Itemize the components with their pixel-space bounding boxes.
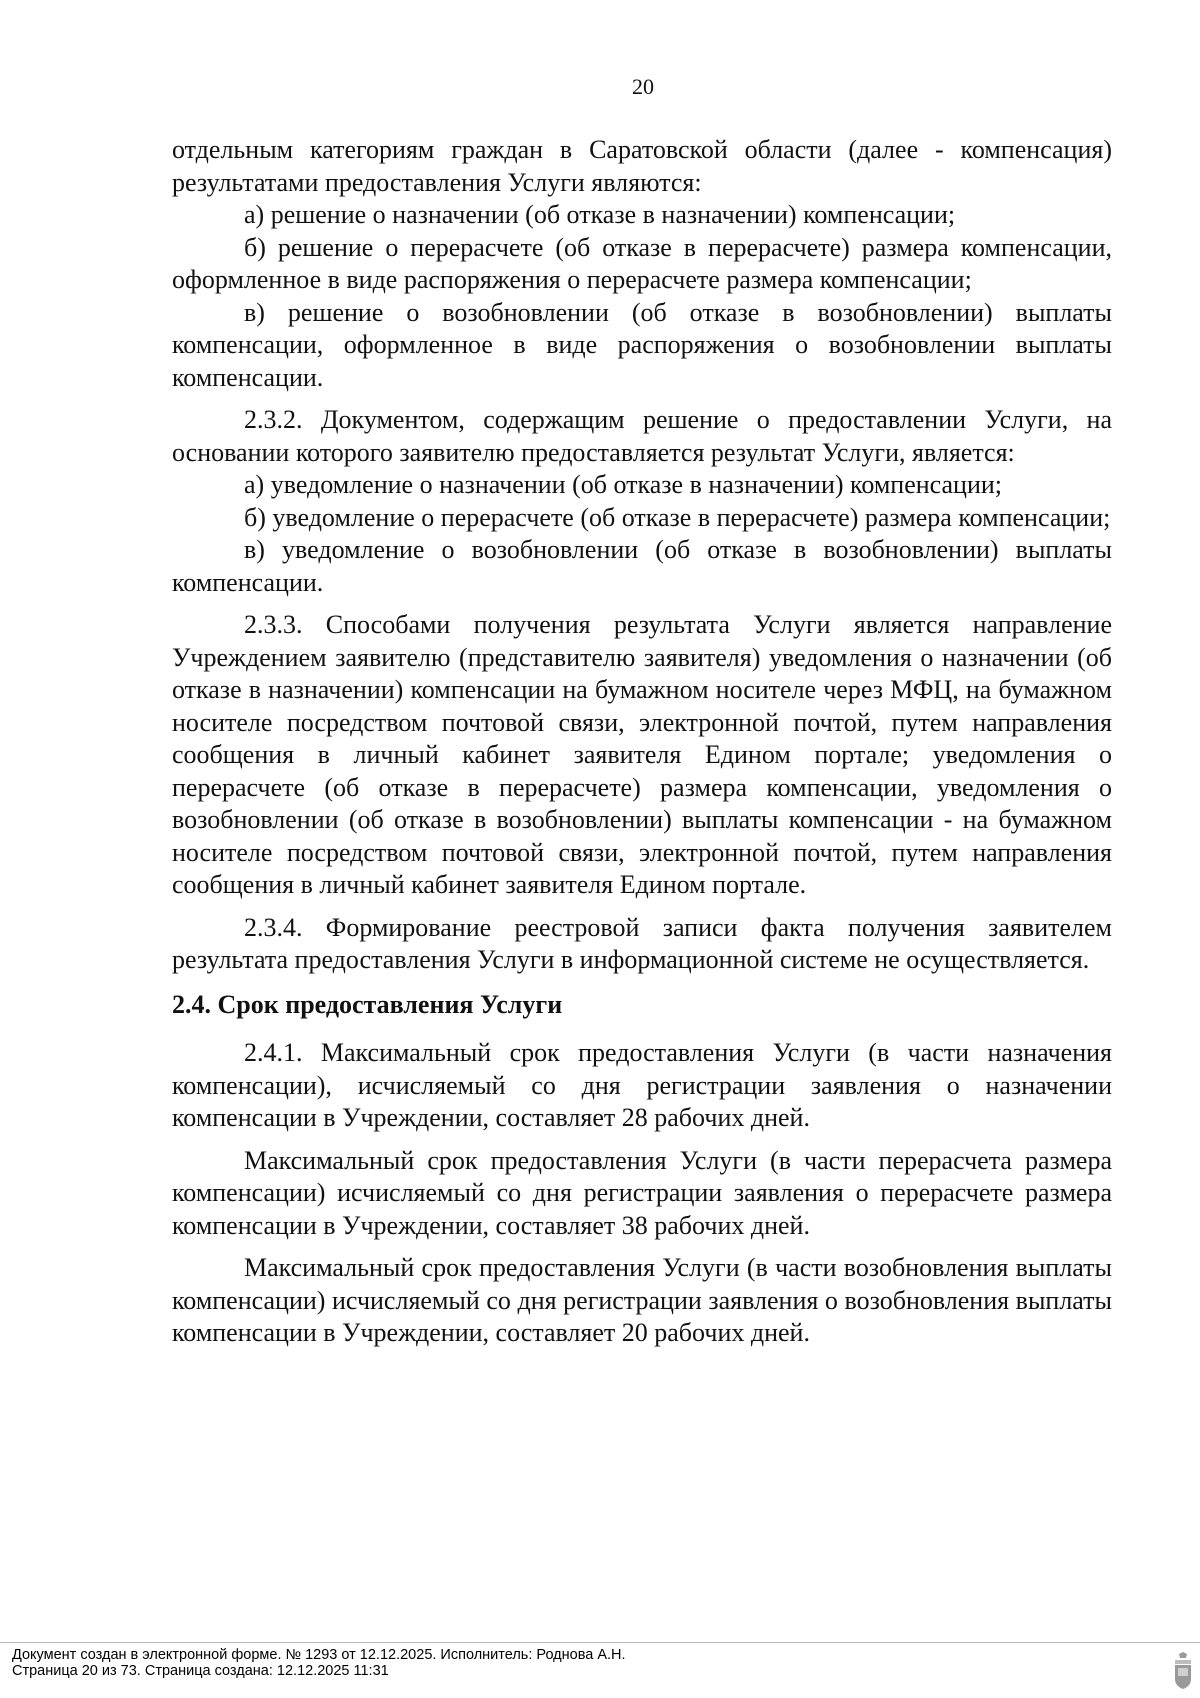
paragraph-continuation: отдельным категориям граждан в Саратовской области (далее - компенсация) результатами предоставления Услуги являются:: [172, 135, 1112, 197]
document-body: [172, 134, 1112, 1350]
paragraph-resumption-term: Максимальный срок предоставления Услуги (в части возобновления выплаты компенсации) исчисляемый со дня регистрации заявления о возобновления выплаты компенсации в Учреждении, составляет 20 рабочих дней.: [172, 1253, 1112, 1347]
paragraph-2-3-2: 2.3.2. Документом, содержащим решение о предоставлении Услуги, на основании которого заявителю предоставляется результат Услуги, является:: [172, 405, 1112, 467]
document-footer: [12, 1647, 1112, 1679]
list-item-b: б) уведомление о перерасчете (об отказе в перерасчете) размера компенсации;: [244, 502, 1111, 532]
list-item-a: а) решение о назначении (об отказе в назначении) компенсации;: [244, 200, 956, 229]
paragraph-2-3-4: 2.3.4. Формирование реестровой записи факта получения заявителем результата предоставления Услуги в информационной системе не осуществляется.: [172, 912, 1112, 974]
coat-of-arms-icon: [1172, 1652, 1194, 1690]
footer-page-info: Страница 20 из 73. Страница создана: 12.12.2025 11:31: [12, 1663, 389, 1679]
section-heading: 2.4. Срок предоставления Услуги: [172, 989, 563, 1019]
paragraph-2-3-3: 2.3.3. Способами получения результата Услуги является направление Учреждением заявителю (представителю заявителя) уведомления о назначении (об отказе в назначении) компенсации на бумажном носителе через МФЦ, на бумажном носителе посредством почтовой связи, электронной почтой, путем направления сообщения в личный кабинет заявителя Едином портале; уведомления о перерасчете (об отказе в перерасчете) размера компенсации, уведомления о возобновлении (об отказе в возобновлении) выплаты компенсации - на бумажном носителе посредством почтовой связи, электронной почтой, путем направления сообщения в личный кабинет заявителя Едином портале.: [172, 610, 1112, 899]
footer-divider: [0, 1642, 1200, 1643]
list-item-a: а) уведомление о назначении (об отказе в назначении) компенсации;: [244, 470, 1003, 499]
paragraph-2-4-1: 2.4.1. Максимальный срок предоставления Услуги (в части назначения компенсации), исчисляемый со дня регистрации заявления о назначении компенсации в Учреждении, составляет 28 рабочих дней.: [172, 1038, 1112, 1132]
page-number: 20: [632, 74, 654, 99]
list-item-v: в) решение о возобновлении (об отказе в возобновлении) выплаты компенсации, оформленное в виде распоряжения о возобновлении выплаты компенсации.: [172, 297, 1112, 392]
list-item-b: б) решение о перерасчете (об отказе в перерасчете) размера компенсации, оформленное в виде распоряжения о перерасчете размера компенсации;: [172, 232, 1112, 294]
list-item-v: в) уведомление о возобновлении (об отказе в возобновлении) выплаты компенсации.: [172, 535, 1112, 597]
paragraph-recalculation-term: Максимальный срок предоставления Услуги (в части перерасчета размера компенсации) исчисляемый со дня регистрации заявления о перерасчете размера компенсации в Учреждении, составляет 38 рабочих дней.: [172, 1145, 1112, 1240]
footer-document-info: Документ создан в электронной форме. № 1293 от 12.12.2025. Исполнитель: Роднова А.Н.: [12, 1647, 626, 1663]
